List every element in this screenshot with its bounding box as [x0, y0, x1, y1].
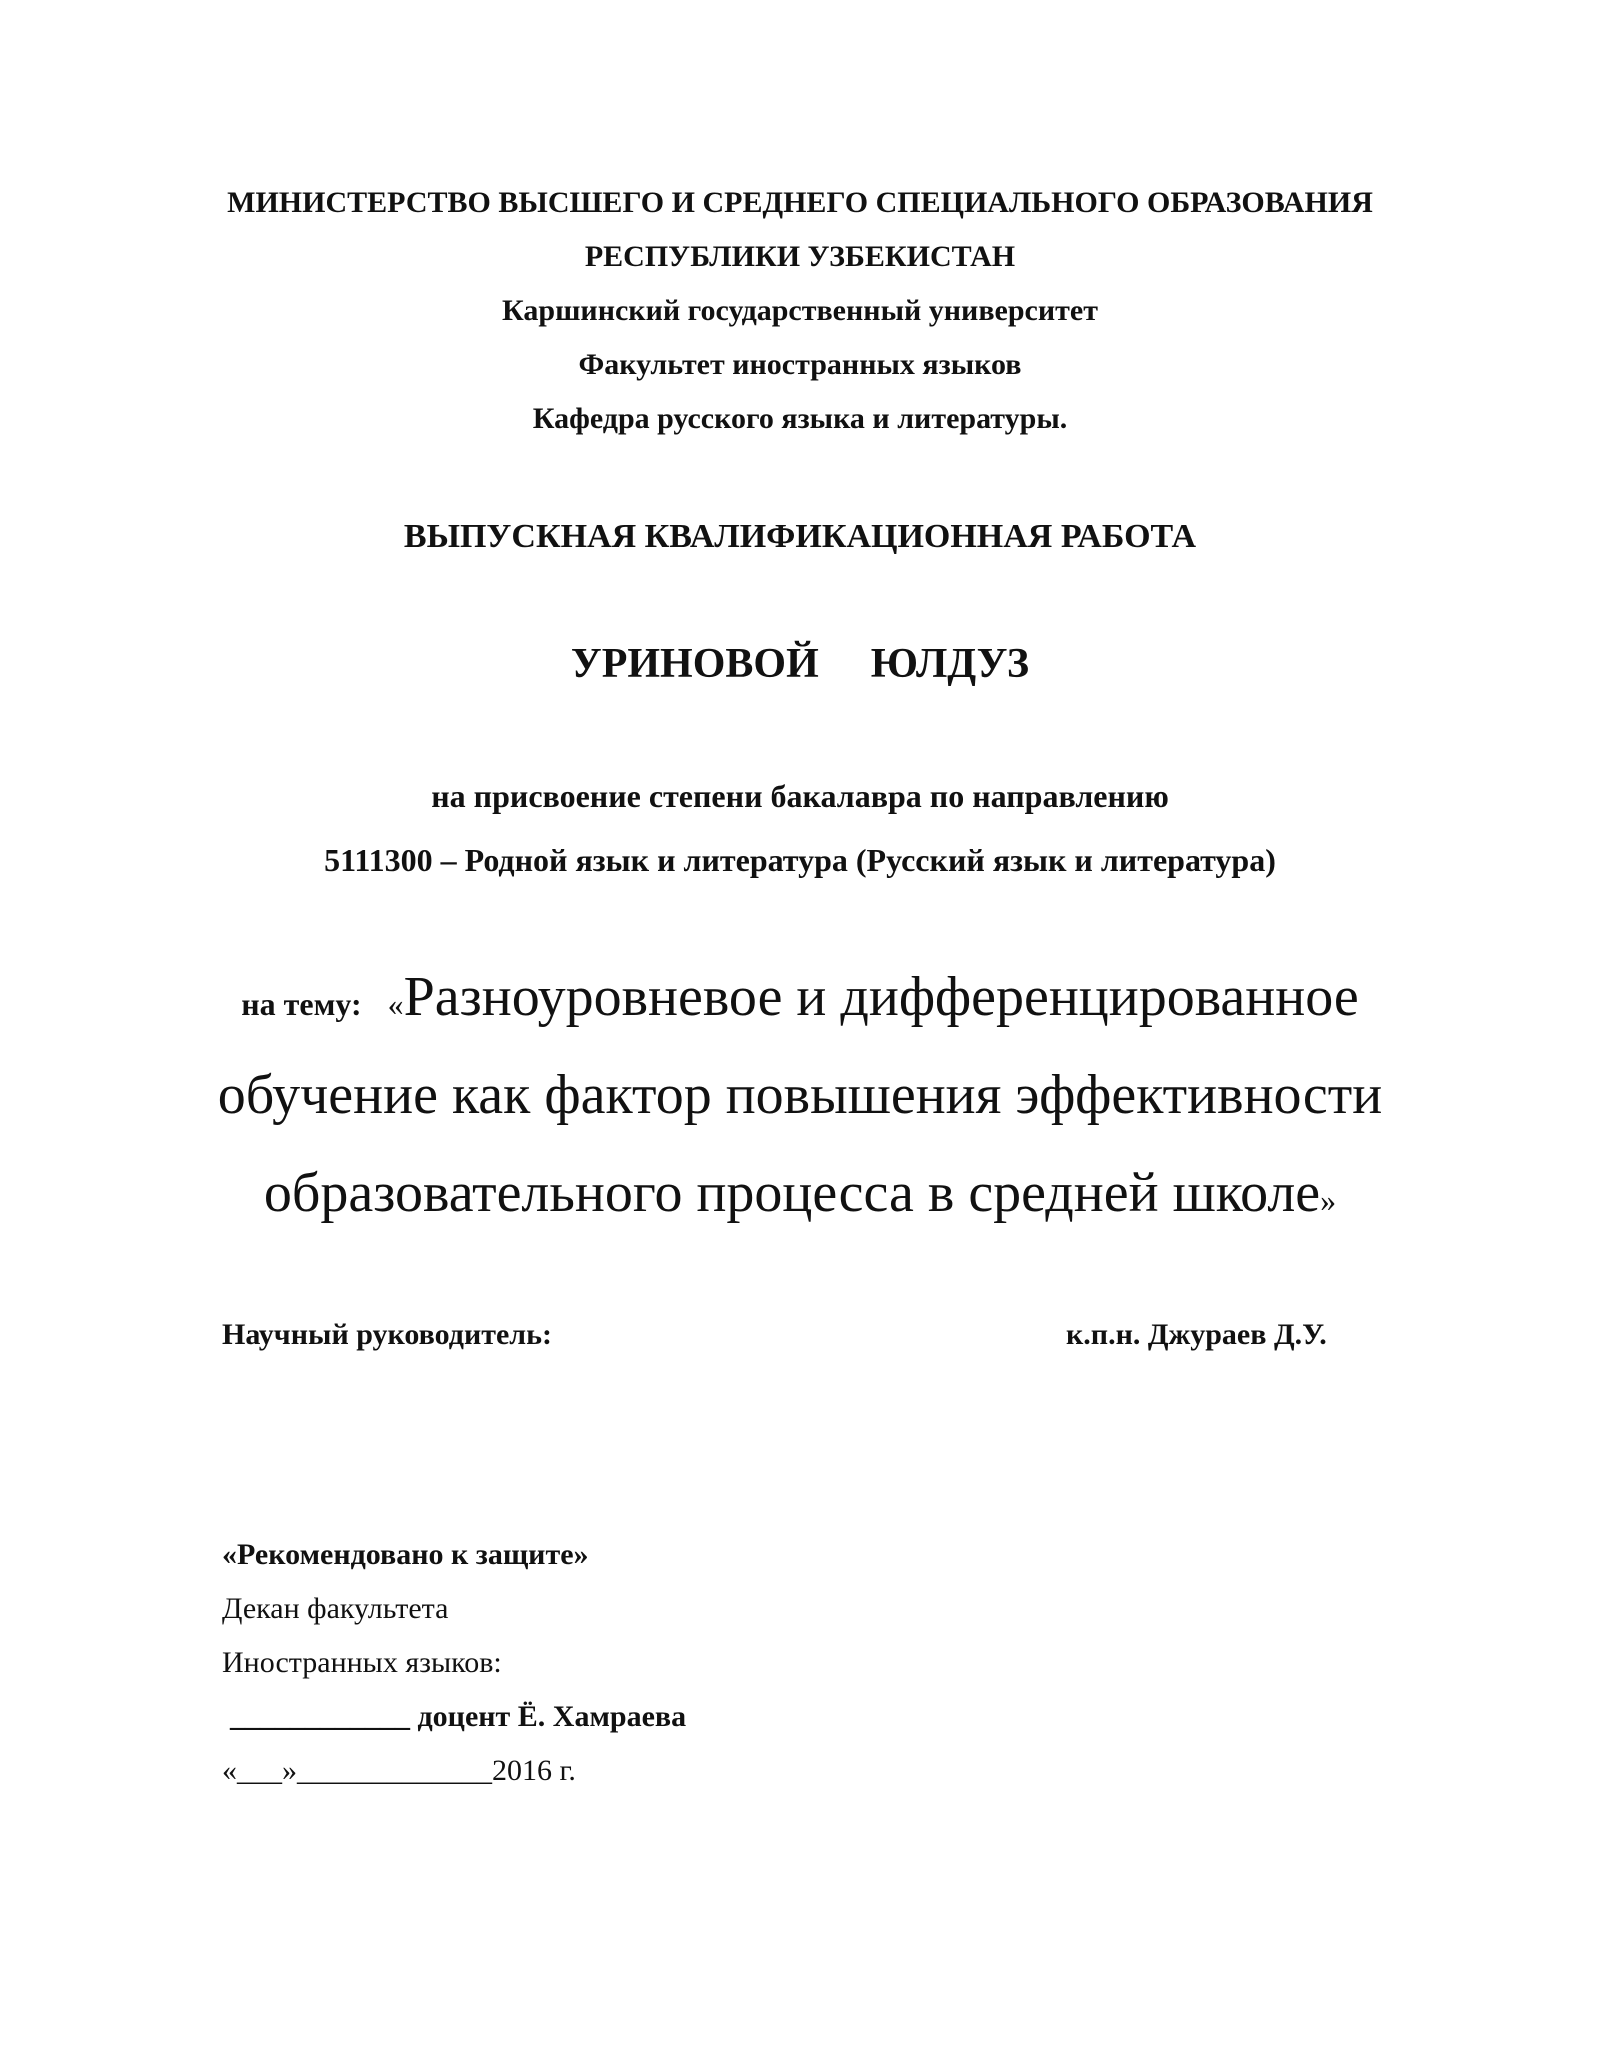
signature-blank: ____________	[230, 1700, 410, 1733]
dean-signature-line	[222, 1700, 686, 1734]
topic-open-quote: «	[387, 986, 404, 1022]
ministry-line-1: МИНИСТЕРСТВО ВЫСШЕГО И СРЕДНЕГО СПЕЦИАЛЬНОГО ОБРАЗОВАНИЯ	[227, 186, 1373, 219]
dean-name: доцент Ё. Хамраева	[417, 1700, 687, 1733]
supervisor-name: к.п.н. Джураев Д.У.	[1066, 1318, 1327, 1351]
author-name	[0, 640, 1600, 688]
degree-line-2: 5111300 – Родной язык и литература (Русский язык и литература)	[324, 842, 1276, 878]
author-surname: УРИНОВОЙ	[570, 641, 819, 687]
recommended-label: «Рекомендовано к защите»	[222, 1538, 589, 1571]
topic-line-3	[0, 1161, 1600, 1225]
degree-line-1: на присвоение степени бакалавра по направлению	[431, 778, 1169, 814]
topic-line-1	[0, 965, 1600, 1029]
university-name: Каршинский государственный университет	[502, 294, 1098, 327]
dean-title-line-1: Декан факультета	[222, 1592, 449, 1625]
department-name: Кафедра русского языка и литературы.	[532, 402, 1068, 435]
faculty-name: Факультет иностранных языков	[578, 348, 1022, 381]
author-given-name: ЮЛДУЗ	[870, 641, 1030, 687]
topic-text-line-1: Разноуровневое и дифференцированное	[403, 966, 1359, 1028]
topic-close-quote: »	[1320, 1182, 1337, 1218]
dean-title-line-2: Иностранных языков:	[222, 1646, 502, 1679]
supervisor-label: Научный руководитель:	[222, 1318, 552, 1351]
topic-label: на тему:	[241, 986, 362, 1022]
topic-text-line-2: обучение как фактор повышения эффективности	[217, 1064, 1383, 1126]
ministry-line-2: РЕСПУБЛИКИ УЗБЕКИСТАН	[584, 240, 1016, 273]
date-line: «___»_____________2016 г.	[222, 1754, 576, 1787]
work-type-title: ВЫПУСКНАЯ КВАЛИФИКАЦИОННАЯ РАБОТА	[403, 518, 1197, 555]
topic-text-line-3: образовательного процесса в средней школе	[263, 1162, 1321, 1224]
